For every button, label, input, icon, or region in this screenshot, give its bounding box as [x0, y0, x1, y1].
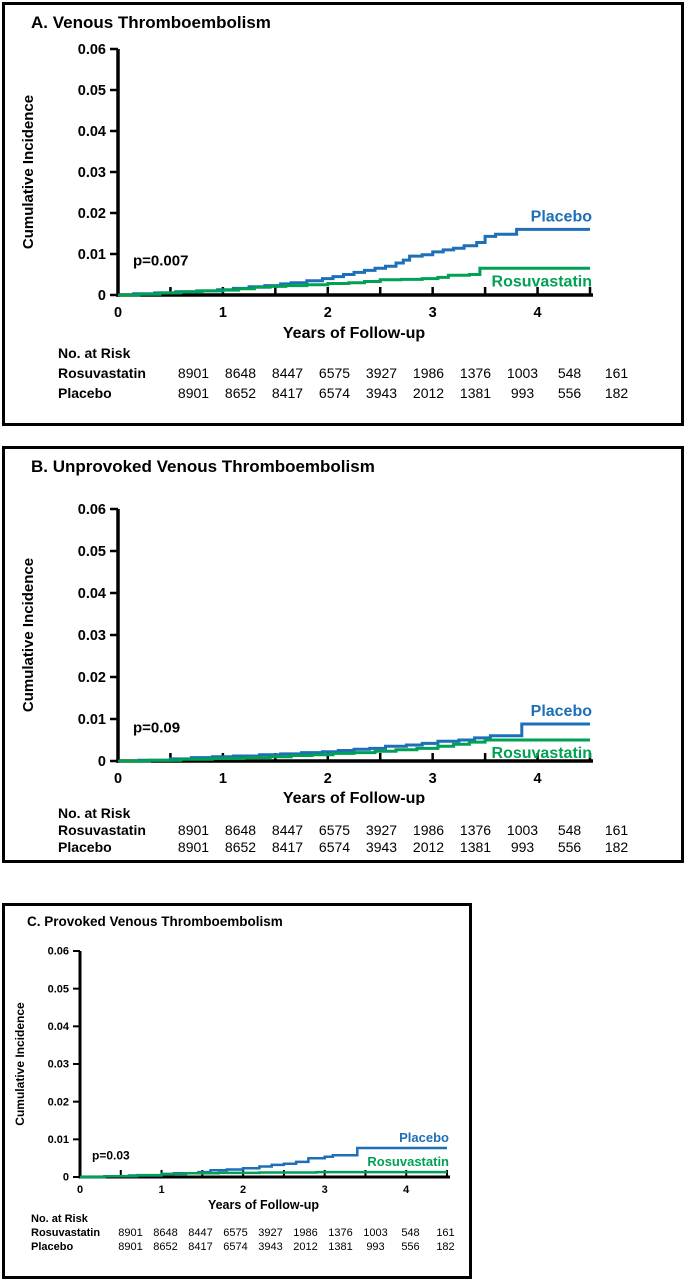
- risk-count: 8417: [271, 385, 304, 401]
- y-tick-label: 0.05: [77, 543, 106, 560]
- risk-count: 182: [436, 1241, 455, 1253]
- risk-table-row-rosuvastatin: [31, 1226, 469, 1240]
- placebo-series-label: Placebo: [530, 703, 592, 721]
- placebo-series-label: Placebo: [399, 1129, 449, 1145]
- risk-count: 161: [604, 822, 629, 838]
- risk-count: 1986: [412, 822, 445, 838]
- risk-count: 8652: [153, 1241, 178, 1253]
- risk-count: 8901: [177, 839, 210, 855]
- y-tick-label: 0: [97, 287, 106, 304]
- risk-table-row-placebo: [58, 839, 681, 856]
- y-tick-label: 0.02: [77, 205, 106, 222]
- panel-c-chart: [5, 932, 469, 1212]
- risk-count: 2012: [412, 839, 445, 855]
- risk-count: 556: [557, 839, 582, 855]
- y-tick-label: 0.05: [47, 983, 69, 996]
- risk-count: 6574: [318, 385, 351, 401]
- panel-a-title: A. Venous Thromboembolism: [31, 13, 271, 32]
- risk-count: 182: [604, 839, 629, 855]
- risk-count: 1376: [459, 822, 492, 838]
- risk-table-row-rosuvastatin: [58, 822, 681, 839]
- y-tick-label: 0.01: [77, 246, 106, 263]
- risk-count: 1376: [459, 365, 492, 381]
- risk-count: 1381: [459, 839, 492, 855]
- y-axis-label: Cumulative Incidence: [20, 557, 37, 713]
- risk-table-heading: No. at Risk: [58, 345, 131, 361]
- risk-count: 1986: [293, 1227, 318, 1239]
- panel-c-risk-table: [31, 1212, 469, 1254]
- risk-table-heading: No. at Risk: [31, 1213, 88, 1225]
- risk-count: 8652: [224, 385, 257, 401]
- risk-count: 6574: [223, 1241, 248, 1253]
- risk-count: 8648: [153, 1227, 178, 1239]
- risk-count: 1003: [506, 365, 539, 381]
- y-tick-label: 0.06: [77, 41, 106, 58]
- risk-count: 182: [604, 385, 629, 401]
- panel-a-risk-table: [58, 343, 681, 403]
- risk-count: 8417: [271, 839, 304, 855]
- risk-count: 1381: [328, 1241, 353, 1253]
- panel-a-chart: [5, 35, 681, 343]
- x-tick-label: 4: [403, 1184, 410, 1196]
- y-tick-label: 0: [62, 1171, 69, 1184]
- x-axis-label: Years of Follow-up: [207, 1198, 320, 1212]
- risk-count: 1003: [363, 1227, 388, 1239]
- risk-table-row-rosuvastatin: [58, 363, 681, 383]
- panel-b-title: B. Unprovoked Venous Thromboembolism: [31, 457, 375, 476]
- risk-count: 1986: [412, 365, 445, 381]
- y-tick-label: 0.01: [77, 711, 106, 728]
- x-tick-label: 3: [428, 771, 437, 787]
- risk-table-row-placebo: [58, 383, 681, 403]
- x-tick-label: 0: [76, 1184, 84, 1196]
- risk-count: 3927: [365, 822, 398, 838]
- y-tick-label: 0.03: [77, 164, 106, 181]
- rosuvastatin-series-label: Rosuvastatin: [491, 745, 592, 762]
- risk-row-label: Placebo: [58, 839, 112, 855]
- y-tick-label: 0.04: [77, 585, 106, 602]
- risk-count: 8901: [177, 822, 210, 838]
- x-tick-label: 2: [323, 771, 332, 787]
- panel-provoked-venous-thromboembolism: [2, 903, 472, 1279]
- risk-count: 1381: [459, 385, 492, 401]
- y-tick-label: 0.01: [47, 1134, 69, 1147]
- panel-b-chart: [5, 479, 681, 805]
- x-axis-label: Years of Follow-up: [282, 790, 426, 805]
- panel-unprovoked-venous-thromboembolism: [2, 446, 684, 863]
- x-tick-label: 2: [240, 1184, 247, 1196]
- risk-row-label: Rosuvastatin: [58, 822, 146, 838]
- y-axis-label: Cumulative Incidence: [20, 94, 37, 250]
- x-tick-label: 2: [323, 305, 332, 321]
- y-tick-label: 0.04: [47, 1021, 69, 1034]
- risk-count: 3943: [365, 839, 398, 855]
- risk-count: 2012: [293, 1241, 318, 1253]
- risk-count: 2012: [412, 385, 445, 401]
- panel-b-risk-table: [58, 805, 681, 856]
- placebo-series-label: Placebo: [530, 208, 592, 226]
- risk-row-label: Placebo: [31, 1241, 74, 1253]
- panel-venous-thromboembolism: [2, 2, 684, 426]
- y-axis-label: Cumulative Incidence: [13, 1002, 27, 1126]
- risk-count: 8447: [271, 822, 304, 838]
- risk-count: 548: [557, 365, 582, 381]
- x-axis-label: Years of Follow-up: [282, 325, 426, 342]
- risk-count: 556: [557, 385, 582, 401]
- p-value-label: p=0.09: [133, 719, 181, 737]
- risk-count: 6575: [318, 822, 351, 838]
- risk-table-row-placebo: [31, 1240, 469, 1254]
- y-tick-label: 0.05: [77, 82, 106, 99]
- risk-count: 6575: [318, 365, 351, 381]
- risk-table-heading: No. at Risk: [58, 805, 131, 821]
- p-value-label: p=0.03: [92, 1148, 130, 1163]
- risk-count: 3943: [365, 385, 398, 401]
- risk-row-label: Placebo: [58, 385, 112, 401]
- y-tick-label: 0.06: [77, 501, 106, 518]
- risk-count: 993: [510, 385, 535, 401]
- risk-count: 3927: [365, 365, 398, 381]
- x-tick-label: 4: [533, 305, 542, 321]
- risk-count: 8901: [118, 1241, 143, 1253]
- risk-count: 993: [366, 1241, 385, 1253]
- risk-count: 8652: [224, 839, 257, 855]
- risk-row-label: Rosuvastatin: [58, 365, 146, 381]
- x-tick-label: 1: [218, 771, 227, 787]
- x-tick-label: 1: [218, 305, 227, 321]
- risk-count: 3927: [258, 1227, 283, 1239]
- risk-count: 6575: [223, 1227, 248, 1239]
- x-tick-label: 3: [321, 1184, 328, 1196]
- x-tick-label: 0: [113, 771, 123, 787]
- risk-count: 3943: [258, 1241, 283, 1253]
- y-tick-label: 0.04: [77, 123, 106, 140]
- rosuvastatin-series-label: Rosuvastatin: [491, 273, 592, 291]
- risk-count: 8901: [177, 385, 210, 401]
- risk-count: 8447: [188, 1227, 213, 1239]
- risk-count: 8648: [224, 822, 257, 838]
- risk-count: 8447: [271, 365, 304, 381]
- y-tick-label: 0.06: [47, 945, 69, 958]
- x-tick-label: 3: [428, 305, 437, 321]
- risk-row-label: Rosuvastatin: [31, 1227, 101, 1239]
- y-tick-label: 0: [97, 753, 106, 770]
- risk-count: 993: [510, 839, 535, 855]
- risk-count: 1376: [328, 1227, 353, 1239]
- risk-count: 8417: [188, 1241, 213, 1253]
- x-tick-label: 1: [158, 1184, 165, 1196]
- y-tick-label: 0.02: [47, 1096, 69, 1109]
- risk-count: 556: [401, 1241, 420, 1253]
- y-tick-label: 0.03: [47, 1058, 69, 1071]
- risk-count: 548: [557, 822, 582, 838]
- p-value-label: p=0.007: [133, 252, 189, 270]
- risk-count: 8901: [118, 1227, 143, 1239]
- rosuvastatin-series-label: Rosuvastatin: [367, 1154, 449, 1170]
- y-tick-label: 0.03: [77, 627, 106, 644]
- risk-count: 548: [401, 1227, 420, 1239]
- risk-count: 1003: [506, 822, 539, 838]
- y-tick-label: 0.02: [77, 669, 106, 686]
- panel-c-title: C. Provoked Venous Thromboembolism: [27, 914, 283, 929]
- x-tick-label: 0: [113, 305, 123, 321]
- risk-count: 161: [604, 365, 629, 381]
- risk-count: 161: [436, 1227, 455, 1239]
- x-tick-label: 4: [533, 771, 542, 787]
- risk-count: 8901: [177, 365, 210, 381]
- risk-count: 6574: [318, 839, 351, 855]
- risk-count: 8648: [224, 365, 257, 381]
